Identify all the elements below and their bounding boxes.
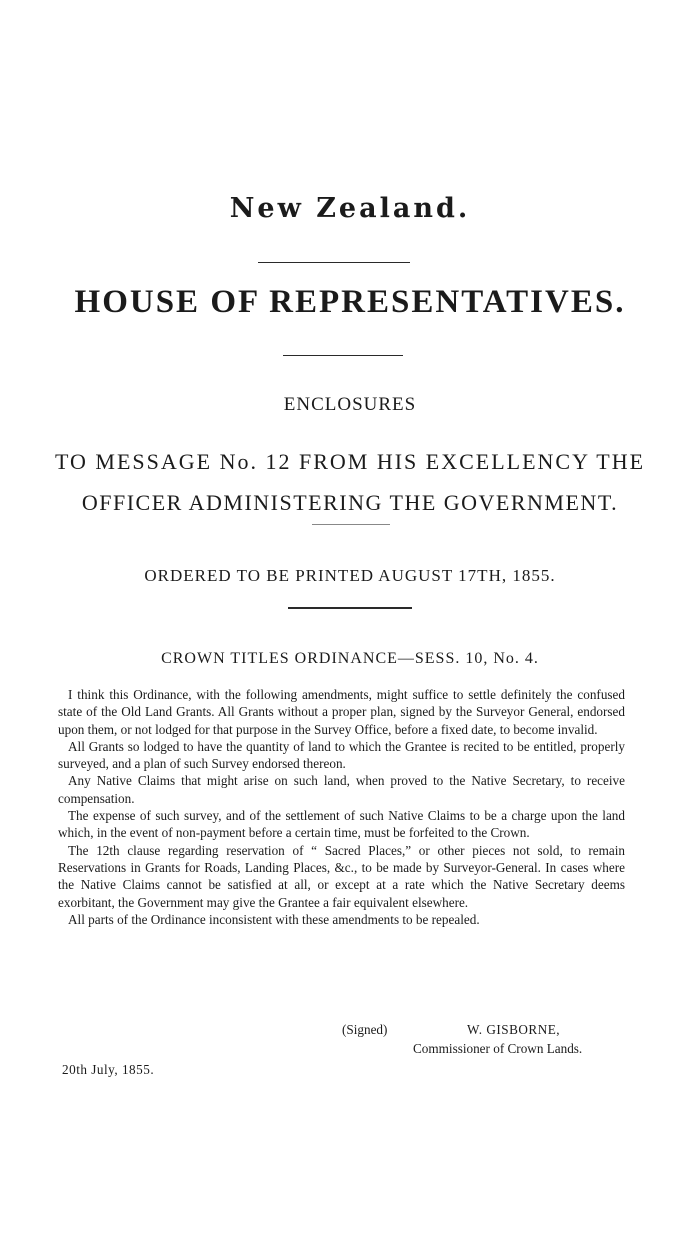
ordinance-heading: CROWN TITLES ORDINANCE—SESS. 10, No. 4.: [161, 650, 539, 667]
ordered-line: ORDERED TO BE PRINTED AUGUST 17TH, 1855.: [144, 566, 556, 585]
signatory-name: W. GISBORNE,: [467, 1022, 561, 1037]
paragraph: The expense of such survey, and of the settlement of such Native Claims to be a charge upon the land which, in the event of non-payment before a certain time, must be forfeited to the Crown.: [58, 808, 625, 841]
country-title: New Zealand.: [229, 193, 471, 224]
paragraph: All parts of the Ordinance inconsistent with these amendments to be repealed.: [68, 911, 480, 927]
body-text: [58, 686, 625, 928]
message-heading-line1: TO MESSAGE No. 12 FROM HIS EXCELLENCY THE: [54, 449, 646, 474]
enclosures-heading: ENCLOSURES: [283, 394, 417, 415]
paragraph: Any Native Claims that might arise on such land, when proved to the Native Secretary, to receive compensation.: [58, 773, 625, 806]
message-heading-line2: OFFICER ADMINISTERING THE GOVERNMENT.: [81, 490, 619, 515]
document-date: 20th July, 1855.: [62, 1062, 155, 1077]
paragraph: The 12th clause regarding reservation of “ Sacred Places,” or other pieces not sold, to remain Reservations in Grants for Roads, Landing Places, &c., to be made by Surveyor-General. In cases where the Native Claims cannot be satisfied at all, or except at a rate which the Native Secretary deems exorbitant, the Government may give the Grantee a fair equivalent elsewhere.: [58, 842, 625, 910]
signed-label: (Signed): [342, 1022, 388, 1037]
house-title: HOUSE OF REPRESENTATIVES.: [74, 284, 626, 320]
divider-4: [288, 607, 412, 609]
signatory-title: Commissioner of Crown Lands.: [413, 1041, 583, 1056]
divider-1: [258, 262, 410, 263]
paragraph: I think this Ordinance, with the following amendments, might suffice to settle definitely the confused state of the Old Land Grants. All Grants without a proper plan, signed by the Surveyor General, endorsed upon them, or not lodged for that purpose in the Survey Office, before a fixed date, to become invalid.: [58, 687, 625, 737]
divider-3: [312, 524, 390, 525]
divider-2: [283, 355, 403, 356]
paragraph: All Grants so lodged to have the quantity of land to which the Grantee is recited to be entitled, properly surveyed, and a plan of such Survey endorsed thereon.: [58, 738, 625, 772]
